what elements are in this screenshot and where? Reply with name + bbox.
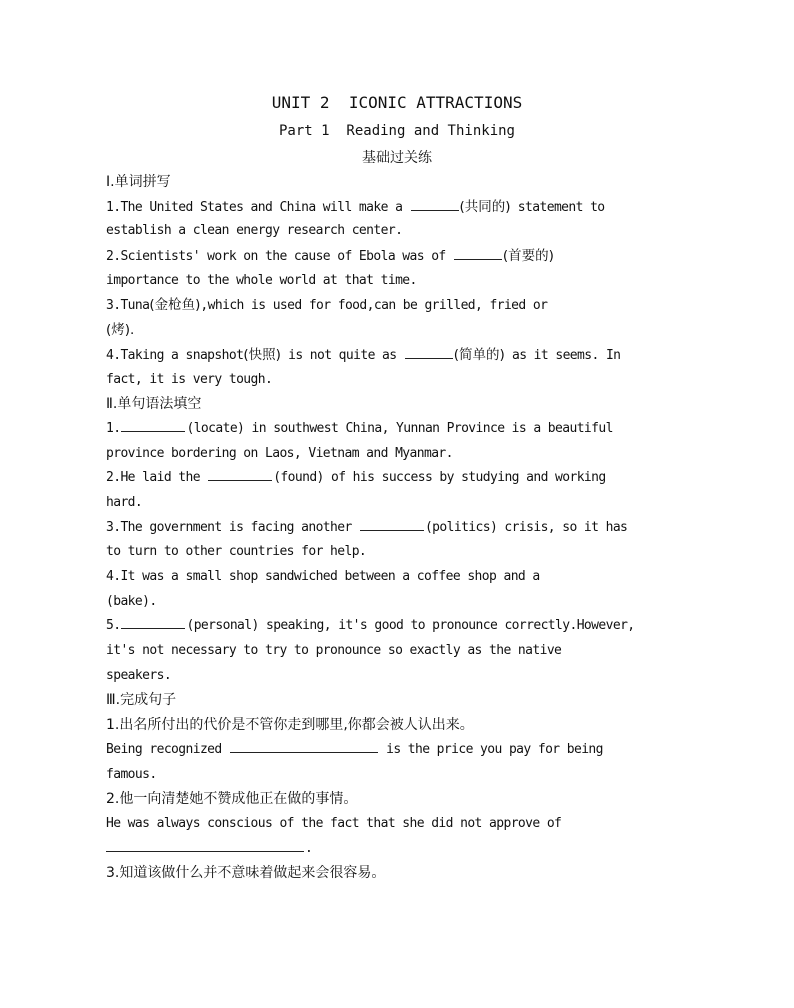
section-label: 基础过关练 bbox=[362, 150, 432, 166]
question-line: . bbox=[106, 837, 706, 862]
question-line: it's not necessary to try to pronounce so exactly as the native bbox=[106, 643, 562, 659]
answer-blank[interactable] bbox=[121, 614, 185, 629]
answer-blank[interactable] bbox=[411, 196, 459, 211]
answer-blank[interactable] bbox=[230, 738, 378, 753]
question-line: famous. bbox=[106, 766, 157, 782]
section-heading-spelling: Ⅰ.单词拼写 bbox=[106, 174, 171, 190]
question-prompt-cn: 1.出名所付出的代价是不管你走到哪里,你都会被人认出来。 bbox=[106, 717, 474, 734]
answer-blank[interactable] bbox=[454, 245, 502, 260]
part-subtitle: Part 1 Reading and Thinking bbox=[278, 123, 515, 139]
answer-blank[interactable] bbox=[106, 837, 304, 852]
question-line: 4.Taking a snapshot(快照) is not quite as (简单的) as it seems. In bbox=[106, 343, 706, 368]
question-line: fact, it is very tough. bbox=[106, 371, 273, 387]
section-heading-sentences: Ⅲ.完成句子 bbox=[106, 692, 177, 709]
question-line: 1. (locate) in southwest China, Yunnan Province is a beautiful bbox=[106, 417, 706, 442]
question-line: 3.The government is facing another (politics) crisis, so it has bbox=[106, 516, 706, 541]
exercise-content bbox=[106, 170, 706, 886]
question-line: province bordering on Laos, Vietnam and Myanmar. bbox=[106, 445, 453, 461]
answer-blank[interactable] bbox=[208, 466, 272, 481]
answer-blank[interactable] bbox=[121, 417, 185, 432]
question-line: (bake). bbox=[106, 593, 157, 609]
question-line: hard. bbox=[106, 494, 143, 510]
answer-blank[interactable] bbox=[360, 516, 424, 531]
question-line: (烤). bbox=[106, 322, 135, 339]
question-line: importance to the whole world at that time. bbox=[106, 272, 417, 288]
question-line: 3.Tuna(金枪鱼),which is used for food,can be grilled, fried or bbox=[106, 297, 548, 314]
question-line: 2.He laid the (found) of his success by studying and working bbox=[106, 466, 706, 491]
question-line: establish a clean energy research center. bbox=[106, 223, 403, 239]
answer-blank[interactable] bbox=[405, 344, 453, 359]
question-line: to turn to other countries for help. bbox=[106, 544, 367, 560]
question-prompt-cn: 2.他一向清楚她不赞成他正在做的事情。 bbox=[106, 791, 358, 808]
question-line: 4.It was a small shop sandwiched between a coffee shop and a bbox=[106, 569, 540, 584]
section-heading-grammar: Ⅱ.单句语法填空 bbox=[106, 396, 202, 413]
question-line: 5. (personal) speaking, it's good to pronounce correctly.However, bbox=[106, 614, 706, 639]
question-line: He was always conscious of the fact that she did not approve of bbox=[106, 815, 562, 831]
question-line: 2.Scientists' work on the cause of Ebola was of (首要的) bbox=[106, 244, 706, 269]
question-line: speakers. bbox=[106, 667, 172, 683]
question-prompt-cn: 3.知道该做什么并不意味着做起来会很容易。 bbox=[106, 865, 386, 882]
question-line: Being recognized is the price you pay for being bbox=[106, 738, 706, 763]
unit-title: UNIT 2 ICONIC ATTRACTIONS bbox=[271, 93, 523, 112]
question-line: 1.The United States and China will make a (共同的) statement to bbox=[106, 195, 706, 220]
